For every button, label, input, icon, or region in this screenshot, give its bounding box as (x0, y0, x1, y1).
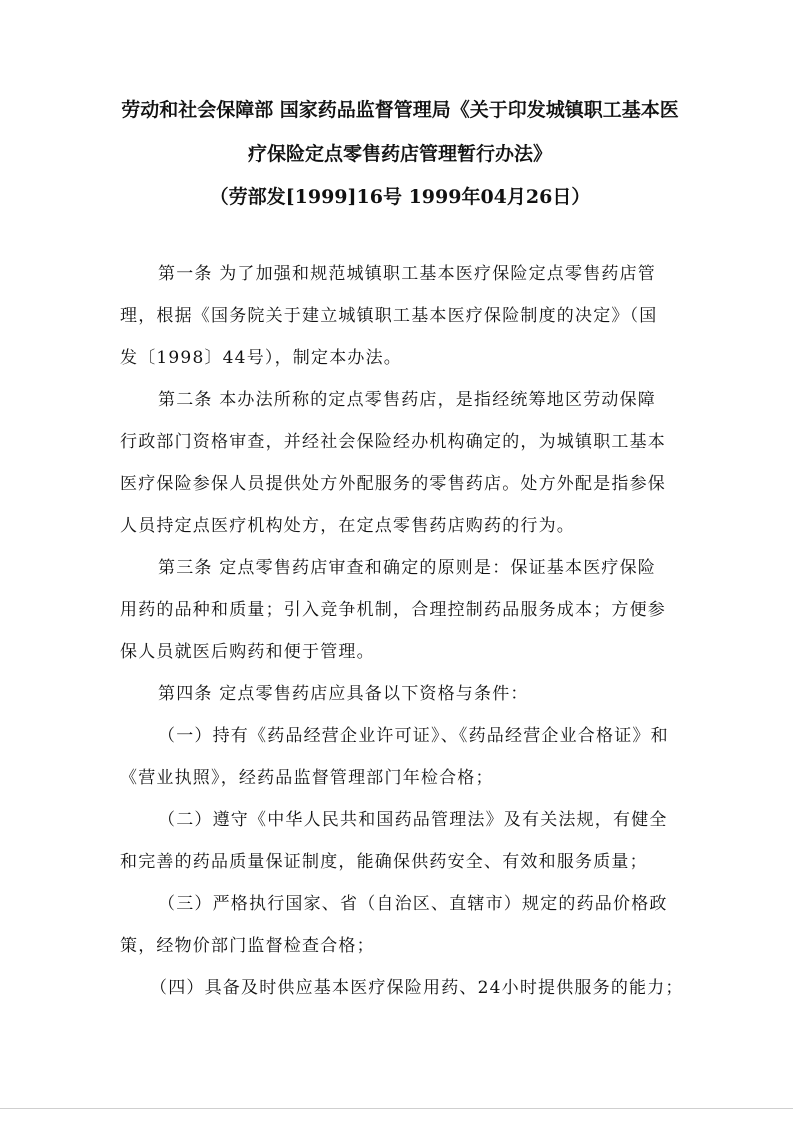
article-3-line-3: 保人员就医后购药和便于管理。 (120, 642, 375, 662)
article-4-heading: 第四条 定点零售药店应具备以下资格与条件： (158, 684, 529, 704)
article-4-item-2-line-2: 和完善的药品质量保证制度，能确保供药安全、有效和服务质量； (120, 852, 648, 872)
article-1-line-1: 第一条 为了加强和规范城镇职工基本医疗保险定点零售药店管 (158, 264, 657, 284)
article-1-line-2: 理，根据《国务院关于建立城镇职工基本医疗保险制度的决定》（国 (120, 306, 658, 326)
article-2-line-4: 人员持定点医疗机构处方，在定点零售药店购药的行为。 (120, 516, 575, 536)
document-title-line-1: 劳动和社会保障部 国家药品监督管理局《关于印发城镇职工基本医 (121, 99, 679, 121)
article-1-line-3: 发〔1998〕44号），制定本办法。 (120, 348, 402, 368)
document-title-line-3: （劳部发[1999]16号 1999年04月26日） (209, 186, 591, 208)
article-3-line-2: 用药的品种和质量；引入竞争机制，合理控制药品服务成本；方便参 (120, 600, 666, 620)
article-4-item-4-line-1: （四）具备及时供应基本医疗保险用药、24小时提供服务的能力； (150, 978, 684, 998)
page-bottom-border (0, 1108, 793, 1109)
article-2-line-1: 第二条 本办法所称的定点零售药店，是指经统筹地区劳动保障 (158, 390, 657, 410)
article-3-line-1: 第三条 定点零售药店审查和确定的原则是：保证基本医疗保险 (158, 558, 657, 578)
article-2-line-3: 医疗保险参保人员提供处方外配服务的零售药店。处方外配是指参保 (120, 474, 666, 494)
article-4-item-2-line-1: （二）遵守《中华人民共和国药品管理法》及有关法规，有健全 (158, 810, 668, 830)
article-4-item-1-line-2: 《营业执照》，经药品监督管理部门年检合格； (120, 768, 494, 788)
article-4-item-3-line-2: 策，经物价部门监督检查合格； (120, 936, 375, 956)
article-4-item-1-line-1: （一）持有《药品经营企业许可证》、《药品经营企业合格证》和 (158, 726, 669, 746)
article-4-item-3-line-1: （三）严格执行国家、省（自治区、直辖市）规定的药品价格政 (158, 894, 668, 914)
document-title-line-2: 疗保险定点零售药店管理暂行办法》 (247, 143, 552, 165)
article-2-line-2: 行政部门资格审查，并经社会保险经办机构确定的，为城镇职工基本 (120, 432, 666, 452)
